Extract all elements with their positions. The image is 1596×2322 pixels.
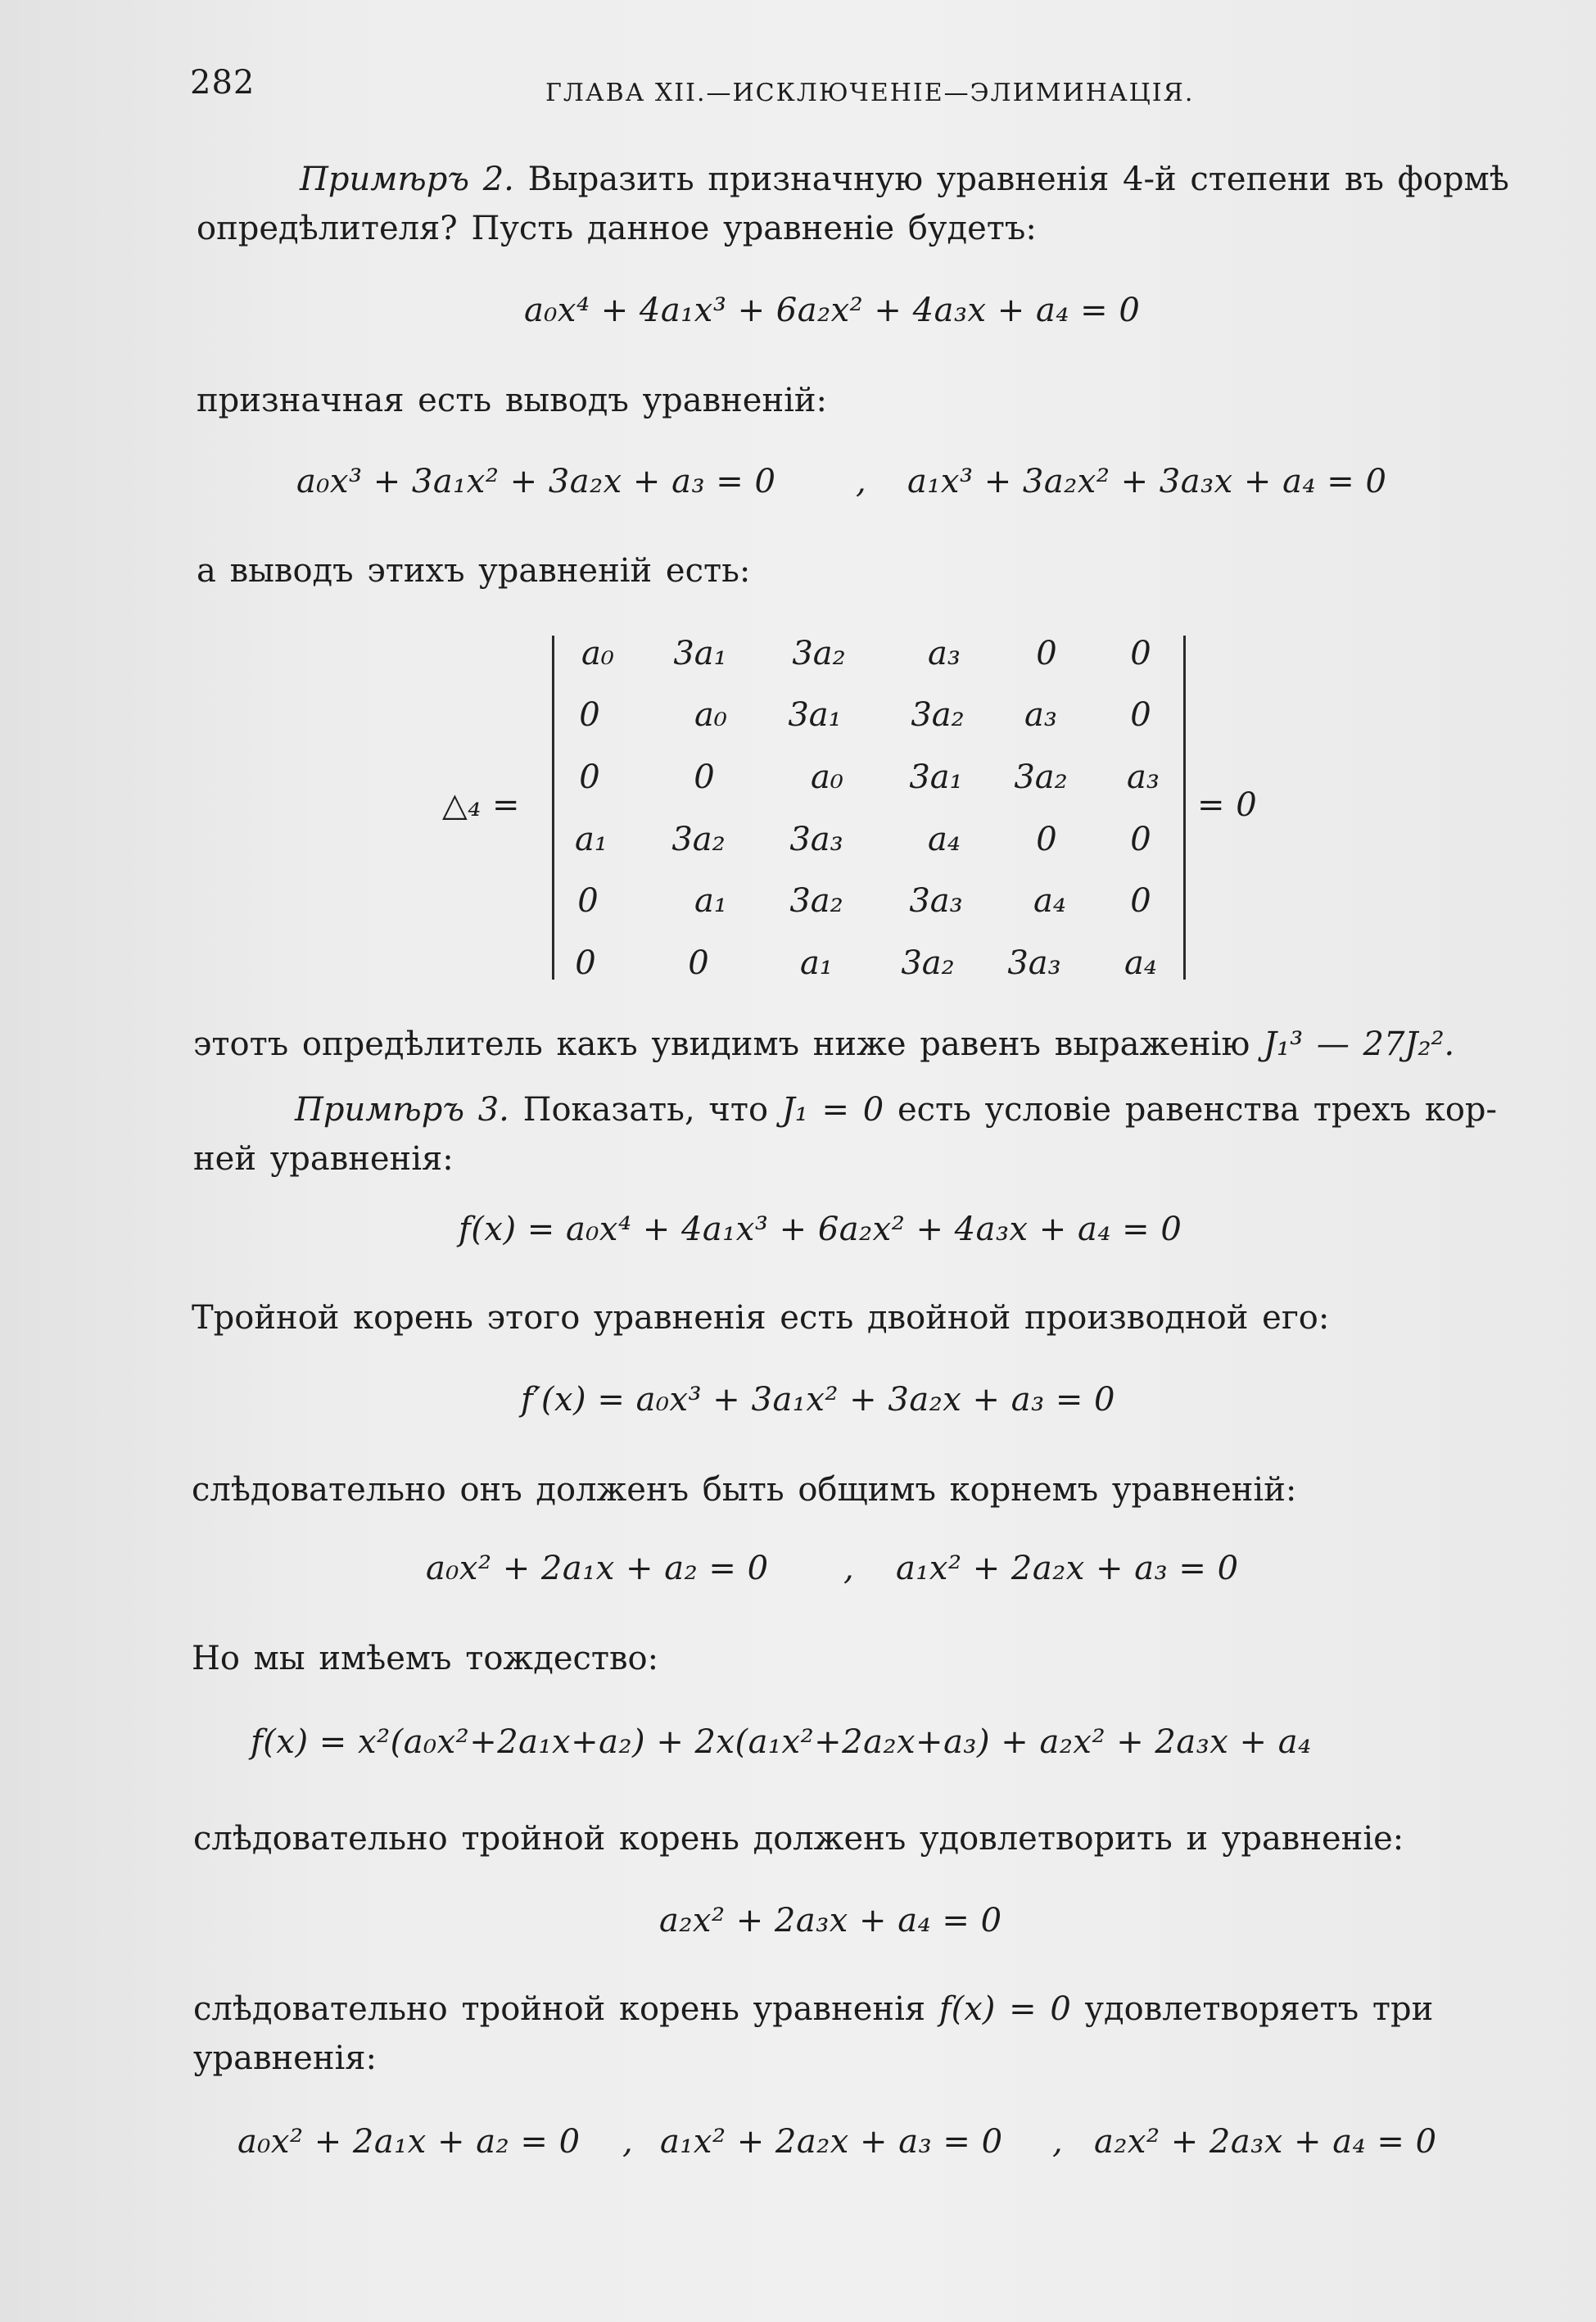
text-triple-root: Тройной корень этого уравненія есть двойной производной его: <box>192 1299 1330 1337</box>
matrix-cell: 0 <box>1130 696 1151 734</box>
matrix-cell: a₄ <box>928 821 961 858</box>
matrix-cell: 0 <box>577 882 599 920</box>
text-also-satisfies: слѣдовательно тройной корень долженъ удовлетворить и уравненіе: <box>193 1820 1404 1858</box>
matrix-cell: 0 <box>1036 821 1057 858</box>
value-text: этотъ опредѣлитель какъ увидимъ ниже равенъ выраженію <box>193 1025 1250 1063</box>
matrix-cell: 0 <box>694 758 715 796</box>
matrix-cell: 0 <box>1036 635 1057 672</box>
equation-q3: a₂x² + 2a₃x + a₄ = 0 <box>659 1902 1002 1940</box>
matrix-cell: 3a₂ <box>671 821 726 858</box>
equation-quartic: a₀x⁴ + 4a₁x³ + 6a₂x² + 4a₃x + a₄ = 0 <box>524 292 1141 329</box>
delta-label: △₄ = <box>442 786 521 824</box>
equation-f: f(x) = a₀x⁴ + 4a₁x³ + 6a₂x² + 4a₃x + a₄ = 0 <box>459 1211 1182 1248</box>
matrix-cell: a₄ <box>1124 944 1157 982</box>
example2-line1 <box>300 156 1509 203</box>
equation-fprime: f′(x) = a₀x³ + 3a₁x² + 3a₂x + a₃ = 0 <box>521 1381 1116 1419</box>
equation-cubic-1: a₀x³ + 3a₁x² + 3a₂x + a₃ = 0 <box>296 463 776 500</box>
equals-zero: = 0 <box>1197 786 1258 824</box>
matrix-cell: a₁ <box>575 821 608 858</box>
matrix-cell: 0 <box>1130 821 1151 858</box>
text-three-a: слѣдовательно тройной корень уравненія <box>193 1990 926 2028</box>
equation-identity: f(x) = x²(a₀x²+2a₁x+a₂) + 2x(a₁x²+2a₂x+a₃) + a₂x² + 2a₃x + a₄ <box>251 1723 1312 1761</box>
matrix-cell: 3a₃ <box>1007 944 1061 982</box>
example3-label: Примѣръ 3. <box>295 1091 509 1129</box>
equation-final-separator-2: , <box>1052 2123 1064 2161</box>
equation-final-1: a₀x² + 2a₁x + a₂ = 0 <box>237 2123 581 2161</box>
matrix-cell: 3a₃ <box>789 821 843 858</box>
matrix-cell: a₀ <box>581 635 614 672</box>
equation-final-separator-1: , <box>622 2123 634 2161</box>
equation-q2: a₁x² + 2a₂x + a₃ = 0 <box>896 1550 1239 1587</box>
matrix-cell: 3a₁ <box>673 635 727 672</box>
determinant-left-bar <box>552 636 554 980</box>
matrix-cell: 3a₂ <box>789 882 843 920</box>
matrix-cell: 3a₁ <box>909 758 963 796</box>
equation-final-3: a₂x² + 2a₃x + a₄ = 0 <box>1094 2123 1437 2161</box>
equation-cubic-2: a₁x³ + 3a₂x² + 3a₃x + a₄ = 0 <box>907 463 1387 500</box>
example2-label: Примѣръ 2. <box>300 161 514 198</box>
matrix-cell: a₃ <box>928 635 961 672</box>
example3-text-a: Показать, что <box>522 1091 769 1129</box>
matrix-cell: 3a₂ <box>792 635 846 672</box>
text-result: а выводъ этихъ уравненій есть: <box>197 552 751 590</box>
example2-line2: опредѣлителя? Пусть данное уравненіе будетъ: <box>197 210 1037 247</box>
matrix-cell: a₁ <box>694 882 727 920</box>
example3-j1: J₁ = 0 <box>781 1091 884 1129</box>
matrix-cell: 0 <box>579 696 600 734</box>
matrix-cell: 3a₃ <box>909 882 963 920</box>
text-derivatives: призначная есть выводъ уравненій: <box>197 382 828 419</box>
equation-q-separator: , <box>843 1550 855 1587</box>
text-determinant-value <box>193 1021 1454 1068</box>
running-title: ГЛАВА XII.—ИСКЛЮЧЕНІЕ—ЭЛИМИНАЦІЯ. <box>545 79 1195 107</box>
text-three-equations <box>193 1985 1433 2033</box>
matrix-cell: 0 <box>1130 882 1151 920</box>
matrix-cell: a₀ <box>694 696 727 734</box>
matrix-cell: 3a₂ <box>911 696 965 734</box>
equation-final-2: a₁x² + 2a₂x + a₃ = 0 <box>660 2123 1003 2161</box>
matrix-cell: 0 <box>579 758 600 796</box>
matrix-cell: a₁ <box>800 944 833 982</box>
example3-line2: ней уравненія: <box>193 1140 454 1178</box>
value-expression: J₁³ — 27J₂². <box>1264 1025 1455 1063</box>
example3-line1 <box>295 1086 1497 1134</box>
text-common-root: слѣдовательно онъ долженъ быть общимъ корнемъ уравненій: <box>192 1471 1297 1509</box>
matrix-cell: 0 <box>575 944 596 982</box>
page-number: 282 <box>190 64 255 102</box>
text-three-f: f(x) = 0 <box>938 1990 1071 2028</box>
matrix-cell: a₄ <box>1033 882 1066 920</box>
matrix-cell: 3a₂ <box>1014 758 1068 796</box>
matrix-cell: a₀ <box>811 758 843 796</box>
matrix-cell: 0 <box>688 944 709 982</box>
text-three-b: удовлетворяетъ три <box>1084 1990 1434 2028</box>
text-identity: Но мы имѣемъ тождество: <box>192 1640 659 1677</box>
matrix-cell: a₃ <box>1024 696 1057 734</box>
example3-text-b: есть условіе равенства трехъ кор- <box>897 1091 1498 1129</box>
matrix-cell: a₃ <box>1127 758 1160 796</box>
matrix-cell: 3a₁ <box>788 696 842 734</box>
determinant-right-bar <box>1183 636 1186 980</box>
example2-text: Выразить призначную уравненія 4-й степени въ формѣ <box>527 161 1509 198</box>
equation-separator: , <box>856 463 867 500</box>
text-three-c: уравненія: <box>193 2039 378 2077</box>
matrix-cell: 3a₂ <box>901 944 955 982</box>
matrix-cell: 0 <box>1130 635 1151 672</box>
equation-q1: a₀x² + 2a₁x + a₂ = 0 <box>426 1550 769 1587</box>
